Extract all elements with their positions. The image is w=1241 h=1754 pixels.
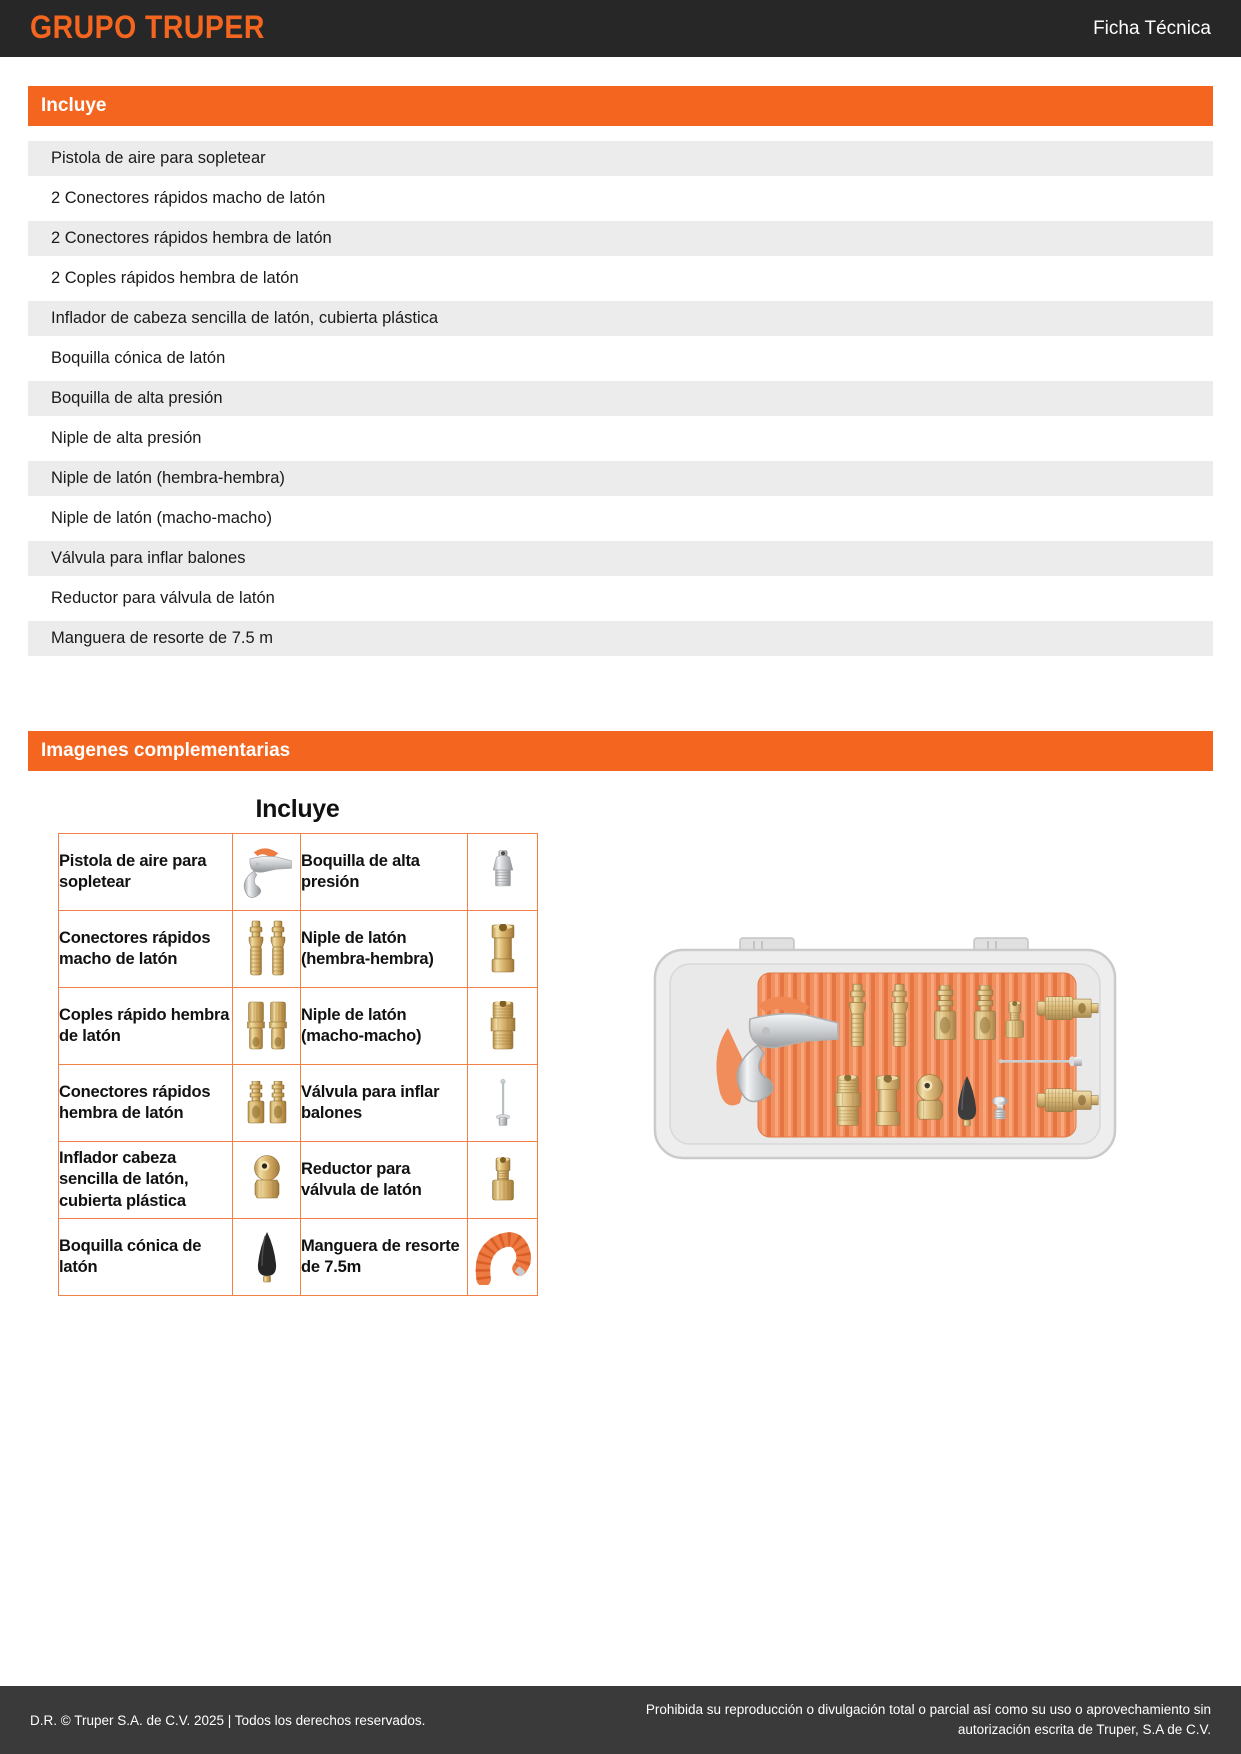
item-label: Válvula para inflar balones [301, 1065, 468, 1142]
table-row [59, 834, 538, 911]
copyright-text: D.R. © Truper S.A. de C.V. 2025 | Todos los derechos reservados. [30, 1712, 426, 1728]
coil-hose-icon [468, 1219, 538, 1296]
air-accessories-case-photo [650, 933, 1120, 1170]
list-item: Inflador de cabeza sencilla de latón, cubierta plástica [28, 301, 1213, 336]
item-label: Manguera de resorte de 7.5m [301, 1219, 468, 1296]
table-row [59, 1065, 538, 1142]
section-title: Incluye [41, 95, 107, 116]
air-gun-icon [233, 834, 301, 911]
item-label: Coples rápido hembra de latón [59, 988, 233, 1065]
section-header-incluye [28, 86, 1213, 126]
list-item: Niple de latón (macho-macho) [51, 509, 273, 527]
legal-text: Prohibida su reproducción o divulgación total o parcial así como su uso o aprovechamiento sin autorización escrita de Truper, S.A de C.V. [645, 1701, 1211, 1737]
table-row [59, 988, 538, 1065]
list-item: Boquilla cónica de latón [51, 349, 226, 367]
list-item: Pistola de aire para sopletear [28, 141, 1213, 176]
table-row [59, 1142, 538, 1219]
brass-niple-male-icon [468, 988, 538, 1065]
includes-list [28, 141, 1213, 661]
list-item: Manguera de resorte de 7.5 m [28, 621, 1213, 656]
list-item: 2 Coples rápidos hembra de latón [51, 269, 299, 287]
item-label: Niple de latón (macho-macho) [301, 988, 468, 1065]
table-title: Incluye [255, 795, 340, 823]
includes-table [58, 833, 538, 1296]
ball-needle-icon [468, 1065, 538, 1142]
item-label: Inflador cabeza sencilla de latón, cubierta plástica [59, 1142, 233, 1219]
list-item: 2 Conectores rápidos macho de latón [51, 189, 326, 207]
chrome-nozzle-icon [468, 834, 538, 911]
inflator-icon [233, 1142, 301, 1219]
list-item: 2 Conectores rápidos hembra de latón [28, 221, 1213, 256]
list-item: Reductor para válvula de latón [51, 589, 275, 607]
conical-nozzle-icon [233, 1219, 301, 1296]
item-label: Niple de latón (hembra-hembra) [301, 911, 468, 988]
list-item: Válvula para inflar balones [28, 541, 1213, 576]
section-title: Imagenes complementarias [41, 740, 291, 761]
document-type-label: Ficha Técnica [1093, 17, 1211, 39]
female-couplers-icon [233, 988, 301, 1065]
item-label: Conectores rápidos hembra de latón [59, 1065, 233, 1142]
list-item: Niple de latón (hembra-hembra) [28, 461, 1213, 496]
list-item: Niple de alta presión [51, 429, 202, 447]
section-header-imagenes [28, 731, 1213, 771]
male-connectors-icon [233, 911, 301, 988]
complementary-images-area [28, 771, 1213, 1316]
grupo-truper-logo: GRUPO TRUPER [30, 10, 265, 46]
valve-reducer-icon [468, 1142, 538, 1219]
list-item: Boquilla de alta presión [28, 381, 1213, 416]
page-footer [0, 1686, 1241, 1754]
item-label: Boquilla cónica de latón [59, 1219, 233, 1296]
female-connectors-icon [233, 1065, 301, 1142]
brass-niple-female-icon [468, 911, 538, 988]
item-label: Reductor para válvula de latón [301, 1142, 468, 1219]
page-header [0, 0, 1241, 57]
table-row [59, 911, 538, 988]
item-label: Conectores rápidos macho de latón [59, 911, 233, 988]
table-row [59, 1219, 538, 1296]
includes-table-block [58, 795, 537, 1296]
item-label: Pistola de aire para sopletear [59, 834, 233, 911]
item-label: Boquilla de alta presión [301, 834, 468, 911]
